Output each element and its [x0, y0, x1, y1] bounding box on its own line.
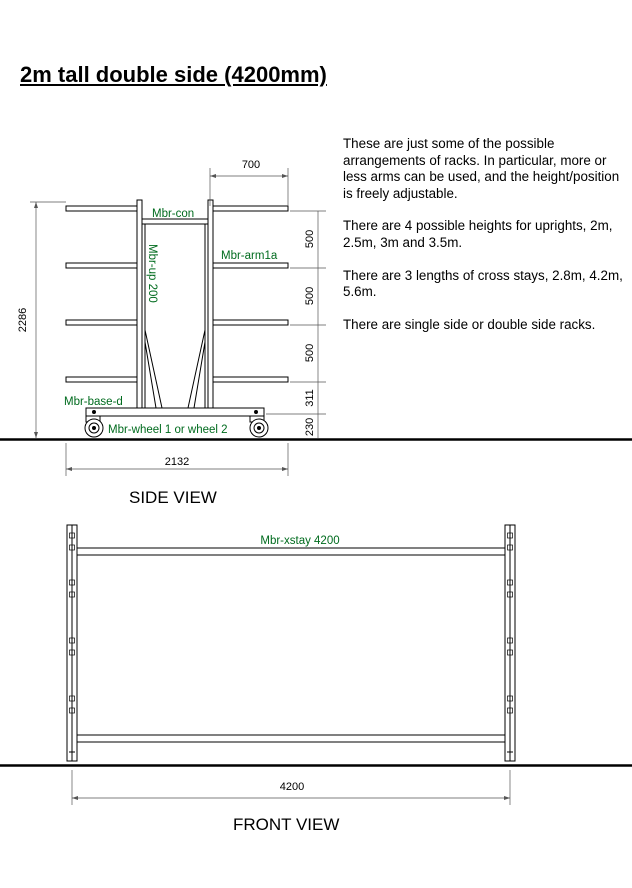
- cross-stay-top: [77, 548, 505, 555]
- cross-stay-bottom: [77, 735, 505, 742]
- brace-right: [188, 330, 205, 408]
- note-upright-heights: There are 4 possible heights for uprights, 2m, 2.5m, 3m and 3.5m.: [343, 218, 613, 250]
- page-title: 2m tall double side (4200mm): [20, 62, 327, 87]
- base-frame: [86, 408, 264, 416]
- base-bolt: [93, 411, 96, 414]
- wheel-right: [250, 416, 268, 437]
- dim-spacing-2: 500: [304, 286, 316, 306]
- dim-base-width: 2132: [164, 456, 190, 468]
- upright-right: [208, 200, 213, 408]
- dim-arm-reach: 700: [241, 159, 261, 171]
- note-cross-stay-lengths: There are 3 lengths of cross stays, 2.8m, 4.2m, 5.6m.: [343, 267, 623, 300]
- upright-left: [137, 200, 142, 408]
- dim-base-height: 230: [304, 417, 316, 437]
- label-base: Mbr-base-d: [64, 396, 123, 408]
- label-wheel: Mbr-wheel 1 or wheel 2: [108, 424, 228, 436]
- label-cross-stay: Mbr-xstay 4200: [260, 535, 340, 547]
- arm: [66, 263, 137, 268]
- arm: [213, 263, 288, 268]
- arm: [66, 320, 137, 325]
- label-connector: Mbr-con: [152, 208, 195, 220]
- arm: [213, 320, 288, 325]
- arm: [213, 206, 288, 211]
- note-arrangements: These are just some of the possible arrangements of racks. In particular, more or less arms can be used, and the height/position is freely adjustable.: [343, 136, 620, 201]
- front-view-caption: FRONT VIEW: [233, 815, 340, 834]
- label-upright: Mbr-up 200: [146, 244, 158, 303]
- arms-left: [66, 206, 137, 382]
- dim-spacing-1: 500: [304, 229, 316, 249]
- base-bolt: [255, 411, 258, 414]
- upright-holes: [70, 533, 513, 713]
- label-arm: Mbr-arm1a: [221, 250, 278, 262]
- arms-right: [213, 206, 288, 382]
- arm: [66, 377, 137, 382]
- dim-total-height: 2286: [17, 307, 29, 333]
- side-view-caption: SIDE VIEW: [129, 488, 217, 507]
- arm: [66, 206, 137, 211]
- note-rack-types: There are single side or double side racks.: [343, 316, 596, 332]
- dim-front-width: 4200: [279, 781, 305, 793]
- brace-left: [145, 330, 162, 408]
- dim-lower-gap: 311: [304, 389, 316, 407]
- front-view-drawing: [0, 525, 632, 766]
- wheel-left: [85, 416, 103, 437]
- arm: [213, 377, 288, 382]
- dim-spacing-3: 500: [304, 343, 316, 363]
